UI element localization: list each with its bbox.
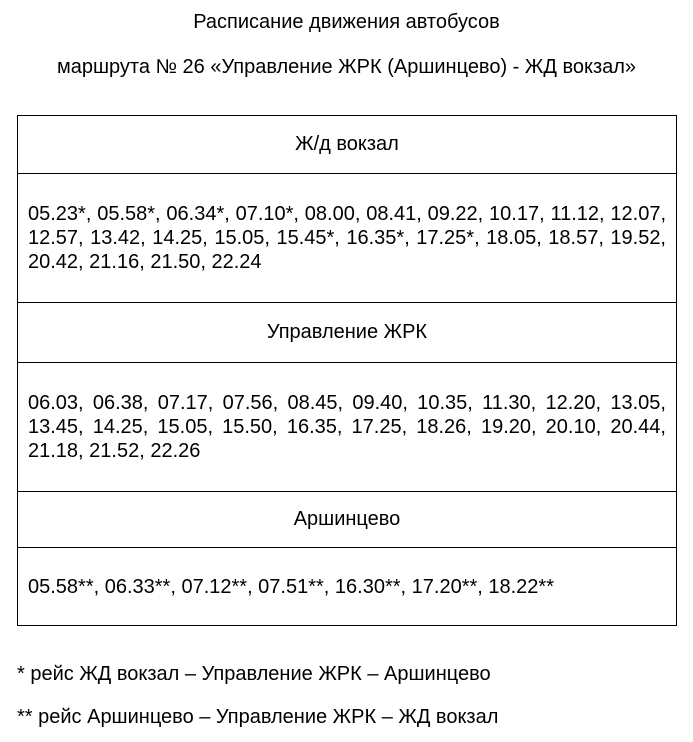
schedule-table: [17, 115, 677, 626]
stop-header-zhd-vokzal: [18, 116, 676, 174]
footnote-single-asterisk: * рейс ЖД вокзал – Управление ЖРК – Аршинцево: [17, 663, 491, 685]
times-arshintsevo: [18, 548, 676, 625]
times-list: 05.23*, 05.58*, 06.34*, 07.10*, 08.00, 08.41, 09.22, 10.17, 11.12, 12.07, 12.57, 13.42, 14.25, 15.05, 15.45*, 16.35*, 17.25*, 18.05, 18.57, 19.52, 20.42, 21.16, 21.50, 22.24: [28, 203, 666, 273]
times-zhd-vokzal: [18, 174, 676, 303]
times-upravlenie-zhrk: [18, 363, 676, 492]
stop-name: Ж/д вокзал: [295, 133, 399, 155]
stop-header-arshintsevo: [18, 492, 676, 548]
route-title: маршрута № 26 «Управление ЖРК (Аршинцево) - ЖД вокзал»: [56, 56, 637, 78]
stop-name: Управление ЖРК: [266, 321, 428, 343]
stop-header-upravlenie-zhrk: [18, 303, 676, 363]
times-list: 06.03, 06.38, 07.17, 07.56, 08.45, 09.40, 10.35, 11.30, 12.20, 13.05, 13.45, 14.25, 15.05, 15.50, 16.35, 17.25, 18.26, 19.20, 20.10, 20.44, 21.18, 21.52, 22.26: [28, 392, 666, 462]
times-list: 05.58**, 06.33**, 07.12**, 07.51**, 16.30**, 17.20**, 18.22**: [28, 575, 554, 598]
stop-name: Аршинцево: [293, 508, 401, 530]
footnote-double-asterisk: ** рейс Аршинцево – Управление ЖРК – ЖД вокзал: [17, 706, 499, 728]
schedule-title: Расписание движения автобусов: [193, 11, 500, 33]
